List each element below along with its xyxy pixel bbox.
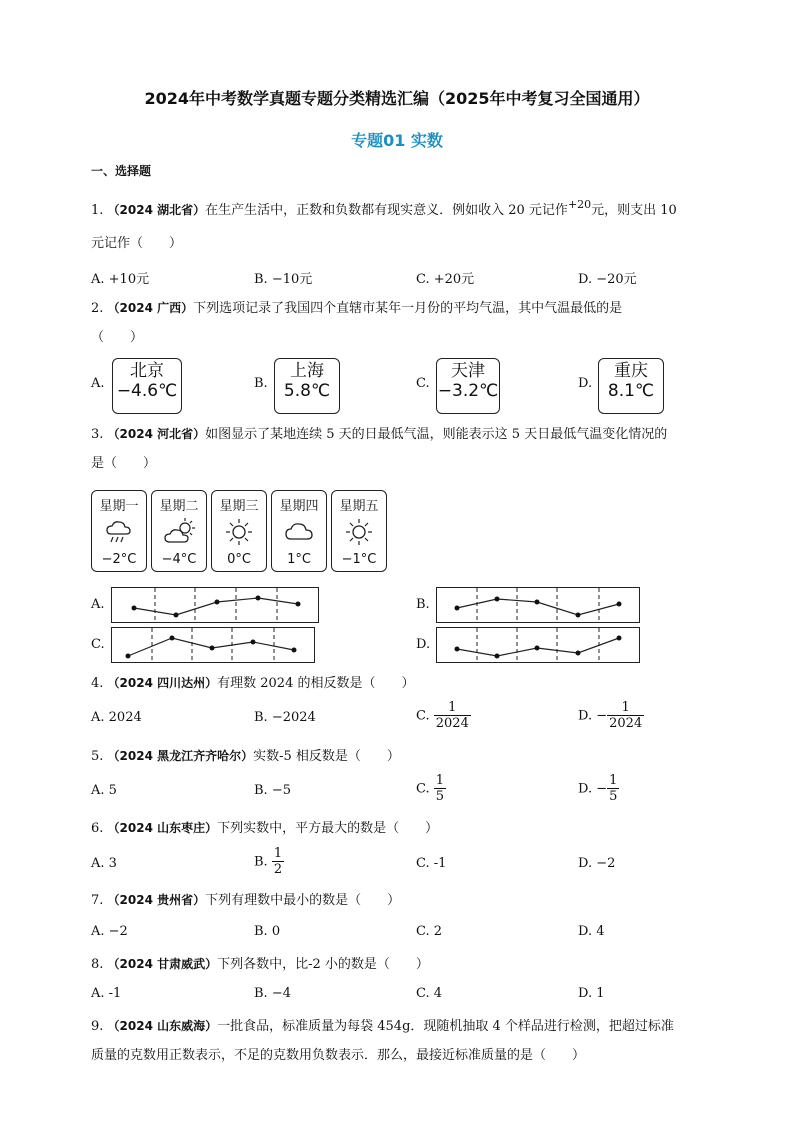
partly-sunny-icon	[164, 517, 196, 547]
question-text: 下列选项记录了我国四个直辖市某年一月份的平均气温，其中气温最低的是	[193, 301, 623, 316]
fraction	[607, 774, 619, 804]
option-c: C. 2	[416, 924, 443, 939]
city-temp-card	[598, 358, 664, 414]
question-text: 下列有理数中最小的数是（ ）	[205, 893, 401, 908]
option-d: D.	[416, 637, 431, 652]
weekday-label: 星期三	[219, 499, 259, 514]
fraction	[607, 701, 644, 731]
option-c	[416, 701, 471, 731]
weekday-label: 星期二	[159, 499, 199, 514]
option-a: A. −2	[91, 924, 128, 939]
fraction-numerator: 1	[621, 700, 630, 715]
day-temperature: −4°C	[161, 552, 197, 567]
option-b: B.	[416, 597, 430, 612]
weather-card	[211, 490, 267, 572]
option-a: A. 2024	[91, 710, 142, 725]
fraction-denominator: 2024	[609, 716, 643, 731]
option-c: C. -1	[416, 856, 447, 871]
question-4	[91, 673, 414, 694]
city-name: 重庆	[614, 361, 648, 381]
option-a: A. -1	[91, 986, 122, 1001]
line-graph-d	[436, 627, 640, 663]
question-number: 2.	[91, 301, 104, 316]
fraction-numerator: 1	[435, 773, 445, 788]
fraction	[434, 774, 446, 804]
fraction-numerator: 1	[609, 773, 618, 788]
question-9	[91, 1016, 674, 1037]
question-number: 9.	[91, 1019, 104, 1034]
document-title: 2024年中考数学真题专题分类精选汇编（2025年中考复习全国通用）	[144, 89, 650, 108]
fraction	[272, 847, 284, 877]
fraction-denominator: 2	[273, 862, 283, 877]
option-c: C.	[416, 376, 430, 391]
city-temp-card	[112, 358, 182, 414]
option-c: C.	[91, 637, 105, 652]
option-b: B.	[254, 376, 268, 391]
question-9-cont: 质量的克数用正数表示，不足的克数用负数表示．那么，最接近标准质量的是（ ）	[91, 1048, 586, 1063]
option-label: D. −	[578, 708, 608, 724]
question-3	[91, 424, 667, 445]
weekday-label: 星期一	[99, 499, 139, 514]
option-d: D. −20元	[578, 272, 637, 287]
weekday-label: 星期五	[339, 499, 379, 514]
weekday-label: 星期四	[279, 499, 319, 514]
city-name: 北京	[130, 361, 164, 381]
question-source: （2024 湖北省）	[107, 203, 206, 217]
question-7	[91, 890, 400, 911]
option-d: D.	[578, 376, 593, 391]
city-temperature: −4.6℃	[116, 381, 178, 401]
question-text: 有理数 2024 的相反数是（ ）	[217, 676, 415, 691]
option-b: B. −4	[254, 986, 291, 1001]
option-c: C. 4	[416, 986, 443, 1001]
question-text: 在生产生活中，正数和负数都有现实意义．例如收入 20 元记作	[205, 203, 568, 218]
question-text: 如图显示了某地连续 5 天的日最低气温，则能表示这 5 天日最低气温变化情况的	[205, 427, 668, 442]
fraction-denominator: 5	[609, 789, 618, 804]
weather-card	[331, 490, 387, 572]
option-a: A. 3	[91, 856, 117, 871]
section-heading: 一、选择题	[91, 164, 152, 178]
question-source: （2024 河北省）	[107, 427, 206, 441]
question-source: （2024 山东枣庄）	[107, 821, 218, 835]
question-source: （2024 广西）	[107, 301, 194, 315]
fraction-denominator: 5	[435, 789, 445, 804]
line-graph-b	[436, 587, 640, 623]
question-number: 5.	[91, 749, 104, 764]
topic-title: 专题01 实数	[351, 131, 443, 150]
question-2	[91, 298, 622, 319]
question-source: （2024 贵州省）	[107, 893, 206, 907]
fraction-denominator: 2024	[435, 716, 469, 731]
option-b: B. −10元	[254, 272, 313, 287]
option-d	[578, 701, 644, 731]
question-source: （2024 四川达州）	[107, 676, 218, 690]
option-d	[578, 774, 619, 804]
option-b: B. 0	[254, 924, 281, 939]
option-label: B.	[254, 854, 268, 870]
option-c	[416, 774, 446, 804]
option-label: C.	[416, 708, 430, 724]
question-number: 1.	[91, 203, 104, 218]
question-text: 下列实数中，平方最大的数是（ ）	[217, 821, 439, 836]
option-b	[254, 847, 284, 877]
weather-card	[271, 490, 327, 572]
sun-icon	[344, 517, 374, 547]
weather-card	[91, 490, 147, 572]
city-temperature: −3.2℃	[437, 381, 499, 401]
line-graph-a	[111, 587, 319, 623]
question-number: 6.	[91, 821, 104, 836]
city-name: 上海	[290, 361, 324, 381]
option-c: C. +20元	[416, 272, 475, 287]
day-temperature: −2°C	[101, 552, 137, 567]
question-5	[91, 746, 400, 767]
question-number: 7.	[91, 893, 104, 908]
option-b: B. −2024	[254, 710, 316, 725]
question-source: （2024 甘肃威武）	[107, 957, 218, 971]
option-a: A. 5	[91, 783, 117, 798]
question-1	[91, 200, 677, 221]
option-b: B. −5	[254, 783, 291, 798]
fraction-numerator: 1	[273, 846, 283, 861]
city-temp-card	[274, 358, 340, 414]
cloud-icon	[284, 517, 314, 547]
fraction-numerator: 1	[448, 700, 457, 715]
option-a: A. +10元	[91, 272, 150, 287]
question-6	[91, 818, 438, 839]
question-source: （2024 黑龙江齐齐哈尔）	[107, 749, 254, 763]
question-number: 4.	[91, 676, 104, 691]
fraction	[434, 701, 471, 731]
question-8	[91, 954, 429, 975]
sun-icon	[224, 517, 254, 547]
option-d: D. 4	[578, 924, 605, 939]
option-d: D. −2	[578, 856, 616, 871]
city-name: 天津	[451, 361, 485, 381]
option-a: A.	[91, 376, 105, 391]
line-graph-c	[111, 627, 315, 663]
city-temp-card	[436, 358, 500, 414]
day-temperature: −1°C	[341, 552, 377, 567]
option-label: D. −	[578, 781, 608, 797]
option-label: C.	[416, 781, 430, 797]
question-text: 一批食品，标准质量为每袋 454g．现随机抽取 4 个样品进行检测，把超过标准	[217, 1019, 674, 1034]
question-number: 8.	[91, 957, 104, 972]
question-text: 下列各数中，比-2 小的数是（ ）	[217, 957, 429, 972]
city-temperature: 5.8℃	[283, 381, 331, 401]
question-1-cont: 元记作（ ）	[91, 236, 183, 251]
question-text: 元，则支出 10	[591, 203, 677, 218]
question-number: 3.	[91, 427, 104, 442]
question-source: （2024 山东威海）	[107, 1019, 218, 1033]
question-text: 实数-5 相反数是（ ）	[253, 749, 400, 764]
option-d: D. 1	[578, 986, 605, 1001]
superscript-value: +20	[567, 198, 592, 211]
option-a: A.	[91, 597, 105, 612]
city-temperature: 8.1℃	[607, 381, 655, 401]
question-3-cont: 是（ ）	[91, 456, 157, 471]
day-temperature: 0°C	[227, 552, 251, 567]
rain-cloud-icon	[104, 517, 134, 547]
day-temperature: 1°C	[287, 552, 311, 567]
question-2-cont: （ ）	[91, 330, 144, 345]
weather-card	[151, 490, 207, 572]
